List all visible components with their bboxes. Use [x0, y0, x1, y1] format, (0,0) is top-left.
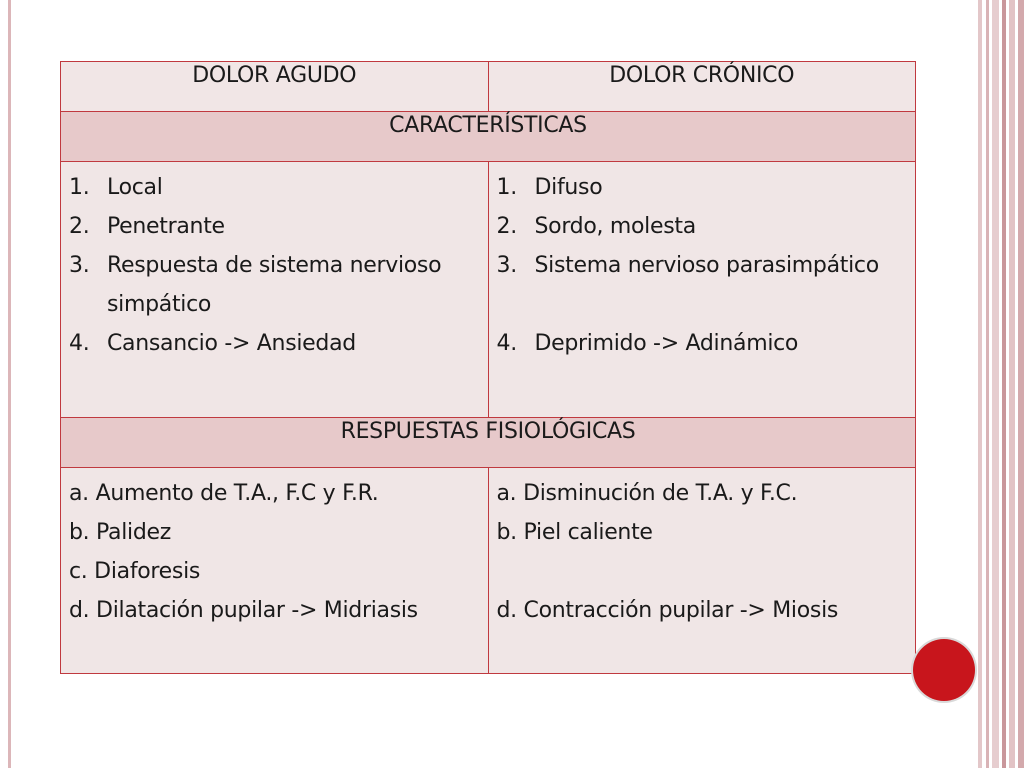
list-item: 3. Sistema nervioso parasimpático	[496, 253, 879, 278]
list-item: a. Disminución de T.A. y F.C.	[496, 481, 798, 506]
section-row-respuestas	[61, 418, 916, 468]
agudo-respuestas-list	[69, 474, 480, 630]
section-title-respuestas: RESPUESTAS FISIOLÓGICAS	[61, 418, 916, 468]
agudo-caracteristicas-list	[69, 168, 480, 363]
section-row-caracteristicas	[61, 112, 916, 162]
caracteristicas-row	[61, 162, 916, 418]
cronico-caracteristicas-list	[497, 168, 908, 363]
list-item: 4. Deprimido -> Adinámico	[496, 331, 799, 356]
list-item: b. Piel caliente	[496, 520, 653, 545]
section-title-caracteristicas: CARACTERÍSTICAS	[61, 112, 916, 162]
header-row	[61, 62, 916, 112]
list-item: 1. Difuso	[496, 175, 603, 200]
header-dolor-agudo: DOLOR AGUDO	[61, 62, 489, 112]
list-item: a. Aumento de T.A., F.C y F.R.	[69, 481, 379, 506]
right-decorative-stripes	[978, 0, 1024, 768]
cronico-respuestas-list	[497, 474, 908, 630]
left-decorative-rule	[8, 0, 11, 768]
agudo-respuestas-cell	[61, 468, 489, 674]
list-item: d. Contracción pupilar -> Miosis	[496, 598, 839, 623]
cronico-respuestas-cell	[488, 468, 916, 674]
list-item: 2. Sordo, molesta	[496, 214, 696, 239]
list-item: 4. Cansancio -> Ansiedad	[69, 331, 356, 356]
list-item: 2. Penetrante	[69, 214, 225, 239]
pain-comparison-table	[60, 61, 916, 674]
list-item: 1. Local	[69, 175, 163, 200]
list-item: 3. Respuesta de sistema nervioso simpático	[69, 253, 442, 317]
list-item: b. Palidez	[69, 520, 171, 545]
list-item: c. Diaforesis	[69, 559, 201, 584]
cronico-caracteristicas-cell	[488, 162, 916, 418]
header-dolor-cronico: DOLOR CRÓNICO	[488, 62, 916, 112]
respuestas-row	[61, 468, 916, 674]
red-circle-decoration	[913, 639, 975, 701]
agudo-caracteristicas-cell	[61, 162, 489, 418]
list-item: d. Dilatación pupilar -> Midriasis	[69, 598, 418, 623]
